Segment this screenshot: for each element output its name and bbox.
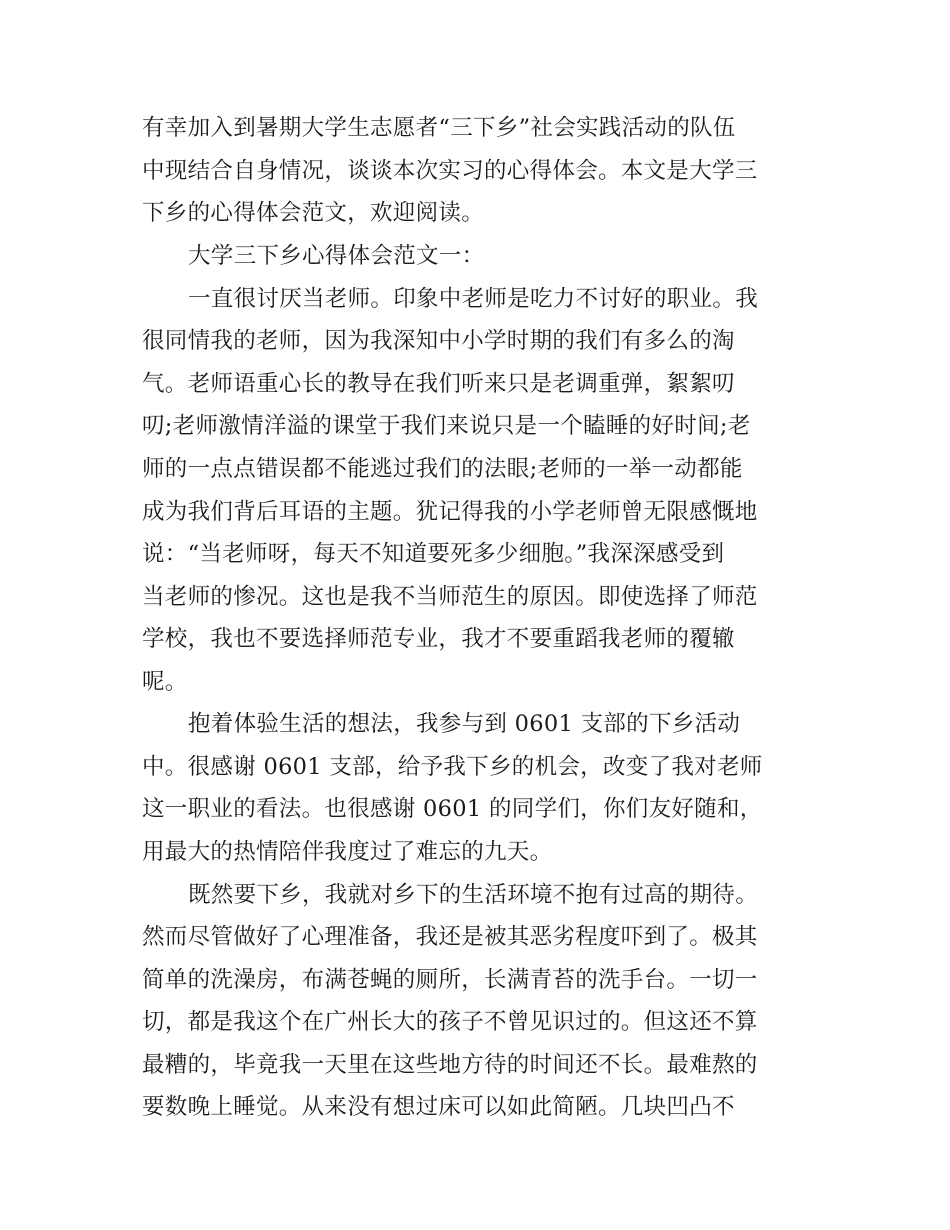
text-line: 很同情我的老师，因为我深知中小学时期的我们有多么的淘	[142, 328, 735, 354]
text-line: 这一职业的看法。也很感谢 0601 的同学们，你们友好随和，	[142, 796, 763, 822]
text-line: 说：“当老师呀，每天不知道要死多少细胞。”我深深感受到	[142, 541, 725, 567]
text-line: 气。老师语重心长的教导在我们听来只是老调重弹，絮絮叨	[142, 371, 735, 397]
text-line: 呢。	[142, 669, 188, 695]
section-heading: 大学三下乡心得体会范文一：	[188, 243, 485, 269]
text-line: 师的一点点错误都不能逃过我们的法眼;老师的一举一动都能	[142, 456, 743, 482]
text-line: 切，都是我这个在广州长大的孩子不曾见识过的。但这还不算	[142, 1009, 758, 1035]
text-line: 然而尽管做好了心理准备，我还是被其恶劣程度吓到了。极其	[142, 924, 758, 950]
text-line: 有幸加入到暑期大学生志愿者“三下乡”社会实践活动的队伍	[142, 115, 736, 141]
text-line: 用最大的热情陪伴我度过了难忘的九天。	[142, 839, 553, 865]
text-line: 学校，我也不要选择师范专业，我才不要重蹈我老师的覆辙	[142, 626, 735, 652]
text-line: 既然要下乡，我就对乡下的生活环境不抱有过高的期待。	[188, 882, 759, 908]
text-line: 当老师的惨况。这也是我不当师范生的原因。即使选择了师范	[142, 584, 758, 610]
text-line: 简单的洗澡房，布满苍蝇的厕所，长满青苔的洗手台。一切一	[142, 967, 758, 993]
text-line: 下乡的心得体会范文，欢迎阅读。	[142, 200, 485, 226]
text-line: 中现结合自身情况，谈谈本次实习的心得体会。本文是大学三	[142, 158, 758, 184]
text-line: 要数晚上睡觉。从来没有想过床可以如此简陋。几块凹凸不	[142, 1094, 735, 1120]
text-line: 中。很感谢 0601 支部，给予我下乡的机会，改变了我对老师	[142, 754, 763, 780]
text-line: 抱着体验生活的想法，我参与到 0601 支部的下乡活动	[188, 711, 741, 737]
text-line: 成为我们背后耳语的主题。犹记得我的小学老师曾无限感慨地	[142, 499, 758, 525]
text-line: 叨;老师激情洋溢的课堂于我们来说只是一个瞌睡的好时间;老	[142, 413, 751, 439]
text-line: 最糟的，毕竟我一天里在这些地方待的时间还不长。最难熬的	[142, 1052, 758, 1078]
text-line: 一直很讨厌当老师。印象中老师是吃力不讨好的职业。我	[188, 286, 759, 312]
